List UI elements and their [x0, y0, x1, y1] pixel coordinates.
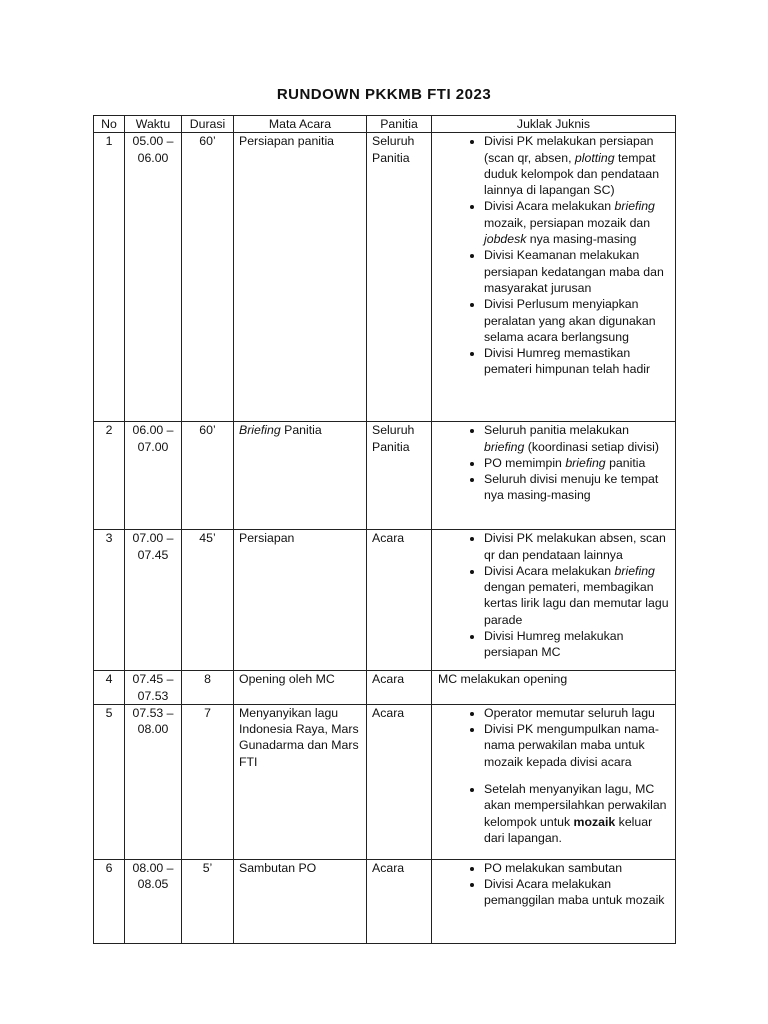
- cell-mata-acara: [234, 133, 367, 422]
- juklak-list: [436, 860, 669, 909]
- table-row: [94, 859, 676, 943]
- cell-no: 1: [94, 133, 125, 422]
- text-run: Briefing: [239, 423, 281, 438]
- juklak-list: [436, 705, 669, 846]
- text-run: dengan pemateri, membagikan kertas lirik lagu dan memutar lagu parade: [484, 580, 669, 627]
- text-run: tempat duduk kelompok dan pendataan lainnya di lapangan SC): [484, 150, 660, 198]
- cell-durasi: 7: [182, 704, 234, 859]
- text-run: Panitia: [280, 423, 322, 438]
- cell-no: 3: [94, 530, 125, 671]
- cell-juklak-juknis: [432, 530, 676, 671]
- header-waktu: Waktu: [125, 116, 182, 133]
- list-item: [484, 455, 669, 471]
- cell-waktu: 06.00 – 07.00: [125, 422, 182, 530]
- text-run: keluar dari lapangan.: [484, 814, 653, 845]
- text-run: Divisi Humreg memastikan pemateri himpunan telah hadir: [484, 346, 651, 377]
- cell-juklak-juknis: [432, 859, 676, 943]
- text-run: PO melakukan sambutan: [484, 860, 623, 875]
- cell-no: 6: [94, 859, 125, 943]
- text-run: briefing: [484, 439, 525, 454]
- juklak-text: MC melakukan opening: [438, 672, 568, 687]
- cell-panitia: Seluruh Panitia: [367, 133, 432, 422]
- text-run: Setelah menyanyikan lagu, MC akan mempersilahkan perwakilan kelompok untuk: [484, 782, 667, 829]
- list-item: [484, 198, 669, 247]
- cell-durasi: 60’: [182, 422, 234, 530]
- table-row: [94, 704, 676, 859]
- header-mata-acara: Mata Acara: [234, 116, 367, 133]
- cell-panitia: Acara: [367, 671, 432, 705]
- text-run: Divisi Keamanan melakukan persiapan kedatangan maba dan masyarakat jurusan: [484, 248, 664, 295]
- text-run: Operator memutar seluruh lagu: [484, 705, 655, 720]
- cell-durasi: 45’: [182, 530, 234, 671]
- text-run: Menyanyikan lagu Indonesia Raya, Mars Gunadarma dan Mars FTI: [239, 705, 359, 769]
- text-run: Divisi Acara melakukan: [484, 199, 615, 214]
- cell-mata-acara: [234, 422, 367, 530]
- list-item: [484, 721, 669, 770]
- text-run: jobdesk: [484, 232, 527, 247]
- text-run: Seluruh divisi menuju ke tempat nya masing-masing: [484, 472, 659, 503]
- document-title: RUNDOWN PKKMB FTI 2023: [276, 86, 492, 103]
- juklak-list: [436, 133, 669, 377]
- cell-panitia: Seluruh Panitia: [367, 422, 432, 530]
- list-item: [484, 296, 669, 345]
- table-header-row: [94, 116, 676, 133]
- cell-panitia: Acara: [367, 704, 432, 859]
- list-item: [484, 705, 669, 721]
- list-item: [484, 628, 669, 661]
- table-row: [94, 133, 676, 422]
- text-run: Persiapan: [239, 531, 295, 546]
- cell-no: 4: [94, 671, 125, 705]
- table-row: [94, 671, 676, 705]
- text-run: panitia: [605, 455, 646, 470]
- list-item: [484, 422, 669, 455]
- text-run: Sambutan PO: [239, 860, 317, 875]
- table-row: [94, 530, 676, 671]
- text-run: mozaik: [573, 814, 616, 829]
- text-run: Divisi PK mengumpulkan nama-nama perwakilan maba untuk mozaik kepada divisi acara: [484, 722, 659, 769]
- list-item: [484, 860, 669, 876]
- list-item: [484, 133, 669, 198]
- cell-panitia: Acara: [367, 530, 432, 671]
- cell-durasi: 60’: [182, 133, 234, 422]
- list-item: [484, 876, 669, 909]
- cell-mata-acara: [234, 671, 367, 705]
- text-run: briefing: [614, 563, 655, 578]
- table-row: [94, 422, 676, 530]
- text-run: Divisi Acara melakukan: [484, 563, 615, 578]
- cell-waktu: 08.00 – 08.05: [125, 859, 182, 943]
- cell-no: 5: [94, 704, 125, 859]
- cell-juklak-juknis: [432, 133, 676, 422]
- cell-waktu: 07.45 – 07.53: [125, 671, 182, 705]
- text-run: Divisi Acara melakukan pemanggilan maba untuk mozaik: [484, 877, 665, 908]
- cell-waktu: 07.00 – 07.45: [125, 530, 182, 671]
- list-item: [484, 530, 669, 563]
- text-run: Divisi PK melakukan absen, scan qr dan pendataan lainnya: [484, 531, 666, 562]
- list-item: [484, 471, 669, 504]
- list-item: [484, 781, 669, 846]
- header-juklak-juknis: Juklak Juknis: [432, 116, 676, 133]
- cell-panitia: Acara: [367, 859, 432, 943]
- header-panitia: Panitia: [367, 116, 432, 133]
- text-run: nya masing-masing: [526, 232, 637, 247]
- text-run: briefing: [614, 199, 655, 214]
- cell-mata-acara: [234, 704, 367, 859]
- juklak-list: [436, 530, 669, 660]
- cell-juklak-juknis: [432, 422, 676, 530]
- cell-waktu: 07.53 – 08.00: [125, 704, 182, 859]
- text-run: PO memimpin: [484, 455, 566, 470]
- cell-durasi: 5’: [182, 859, 234, 943]
- list-item: [484, 563, 669, 628]
- juklak-list: [436, 422, 669, 503]
- text-run: Opening oleh MC: [239, 672, 335, 687]
- cell-no: 2: [94, 422, 125, 530]
- text-run: plotting: [574, 150, 615, 165]
- cell-durasi: 8: [182, 671, 234, 705]
- text-run: (koordinasi setiap divisi): [524, 439, 659, 454]
- rundown-table: [93, 115, 676, 944]
- list-item: [484, 247, 669, 296]
- text-run: Divisi Humreg melakukan persiapan MC: [484, 629, 624, 660]
- cell-mata-acara: [234, 859, 367, 943]
- cell-juklak-juknis: [432, 671, 676, 705]
- text-run: mozaik, persiapan mozaik dan: [484, 215, 651, 230]
- text-run: briefing: [565, 455, 606, 470]
- cell-juklak-juknis: [432, 704, 676, 859]
- text-run: Persiapan panitia: [239, 134, 335, 149]
- text-run: Divisi Perlusum menyiapkan peralatan yang akan digunakan selama acara berlangsung: [484, 297, 656, 344]
- text-run: Divisi PK melakukan persiapan (scan qr, absen,: [484, 134, 654, 165]
- header-durasi: Durasi: [182, 116, 234, 133]
- list-item: [484, 345, 669, 378]
- cell-waktu: 05.00 – 06.00: [125, 133, 182, 422]
- cell-mata-acara: [234, 530, 367, 671]
- header-no: No: [94, 116, 125, 133]
- text-run: Seluruh panitia melakukan: [484, 423, 629, 438]
